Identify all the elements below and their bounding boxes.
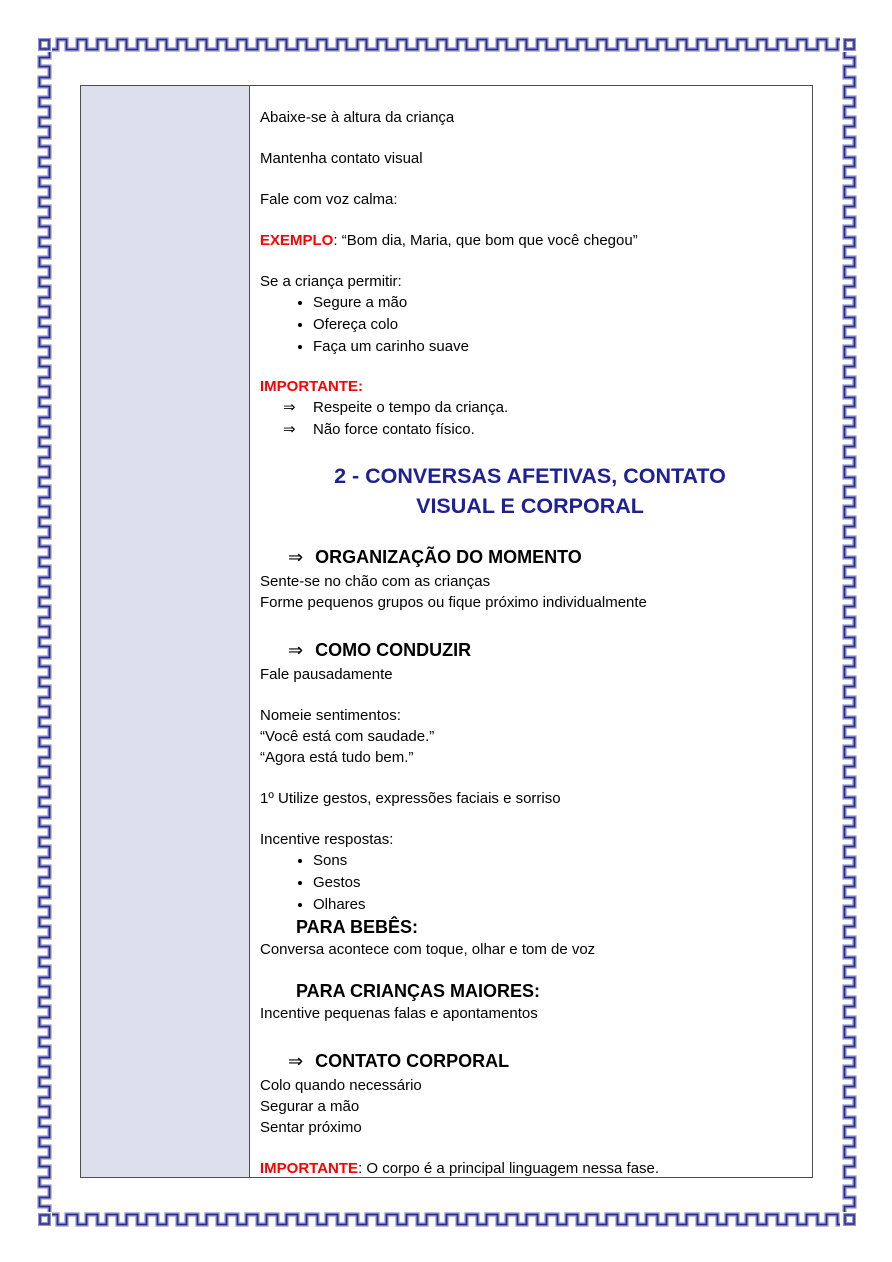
exemplo-text: : “Bom dia, Maria, que bom que você chegou” bbox=[333, 232, 638, 249]
paragraph-sente: Sente-se no chão com as crianças bbox=[260, 573, 491, 590]
list-item: • Sons bbox=[313, 850, 804, 872]
paragraph-forme: Forme pequenos grupos ou fique próximo individualmente bbox=[260, 594, 647, 611]
heading-text: CONTATO CORPORAL bbox=[315, 1051, 510, 1071]
bullet-list-contato bbox=[260, 292, 804, 358]
paragraph-segurar: Segurar a mão bbox=[260, 1098, 360, 1115]
list-item: • Olhares bbox=[313, 894, 804, 916]
table-right-cell bbox=[250, 86, 812, 1177]
list-item bbox=[260, 397, 804, 419]
table-left-cell bbox=[81, 86, 250, 1177]
section-title-line2: VISUAL E CORPORAL bbox=[416, 494, 644, 518]
list-item: • Ofereça colo bbox=[313, 314, 804, 336]
double-arrow-icon: ⇒ bbox=[288, 640, 304, 660]
paragraph-mantenha: Mantenha contato visual bbox=[260, 150, 423, 167]
paragraph-abaixe: Abaixe-se à altura da criança bbox=[260, 109, 455, 126]
content-table bbox=[80, 85, 813, 1178]
arrow-list-importante bbox=[260, 397, 804, 441]
subheading-maiores: PARA CRIANÇAS MAIORES: bbox=[296, 981, 541, 1001]
heading-text: COMO CONDUZIR bbox=[315, 640, 472, 660]
paragraph-sentar: Sentar próximo bbox=[260, 1119, 362, 1136]
heading-conduzir bbox=[260, 638, 804, 662]
paragraph-tudo-bem: “Agora está tudo bem.” bbox=[260, 749, 414, 766]
exemplo-label: EXEMPLO bbox=[260, 232, 334, 249]
paragraph-conversa: Conversa acontece com toque, olhar e tom de voz bbox=[260, 941, 596, 958]
subheading-bebes: PARA BEBÊS: bbox=[296, 917, 419, 937]
section-title-line1: 2 - CONVERSAS AFETIVAS, CONTATO bbox=[334, 464, 726, 488]
paragraph-se-crianca: Se a criança permitir: bbox=[260, 273, 402, 290]
heading-text: ORGANIZAÇÃO DO MOMENTO bbox=[315, 547, 582, 567]
importante-heading-1: IMPORTANTE: bbox=[260, 378, 364, 395]
double-arrow-icon: ⇒ bbox=[288, 1051, 304, 1071]
importante-label: IMPORTANTE bbox=[260, 1160, 359, 1177]
paragraph-nomeie: Nomeie sentimentos: bbox=[260, 707, 401, 724]
paragraph-pausadamente: Fale pausadamente bbox=[260, 666, 393, 683]
double-arrow-icon: ⇒ bbox=[288, 547, 304, 567]
arrow-item-text: Respeite o tempo da criança. bbox=[313, 399, 509, 416]
list-item: • Faça um carinho suave bbox=[313, 336, 804, 358]
paragraph-incentive-respostas: Incentive respostas: bbox=[260, 831, 394, 848]
list-item bbox=[260, 419, 804, 441]
paragraph-colo: Colo quando necessário bbox=[260, 1077, 422, 1094]
list-item: • Gestos bbox=[313, 872, 804, 894]
paragraph-exemplo bbox=[260, 230, 804, 251]
arrow-item-text: Não force contato físico. bbox=[313, 421, 475, 438]
paragraph-incentive-falas: Incentive pequenas falas e apontamentos bbox=[260, 1005, 538, 1022]
bullet-list-respostas bbox=[260, 850, 804, 916]
section-title bbox=[260, 461, 800, 521]
heading-corporal bbox=[260, 1049, 804, 1073]
double-arrow-icon: ⇒ bbox=[283, 421, 296, 438]
paragraph-fale-calma: Fale com voz calma: bbox=[260, 191, 398, 208]
paragraph-saudade: “Você está com saudade.” bbox=[260, 728, 435, 745]
paragraph-importante-2 bbox=[260, 1158, 804, 1177]
importante-text: : O corpo é a principal linguagem nessa fase. bbox=[358, 1160, 660, 1177]
double-arrow-icon: ⇒ bbox=[283, 399, 296, 416]
list-item: • Segure a mão bbox=[313, 292, 804, 314]
paragraph-utilize: 1º Utilize gestos, expressões faciais e sorriso bbox=[260, 790, 561, 807]
heading-organizacao bbox=[260, 545, 804, 569]
